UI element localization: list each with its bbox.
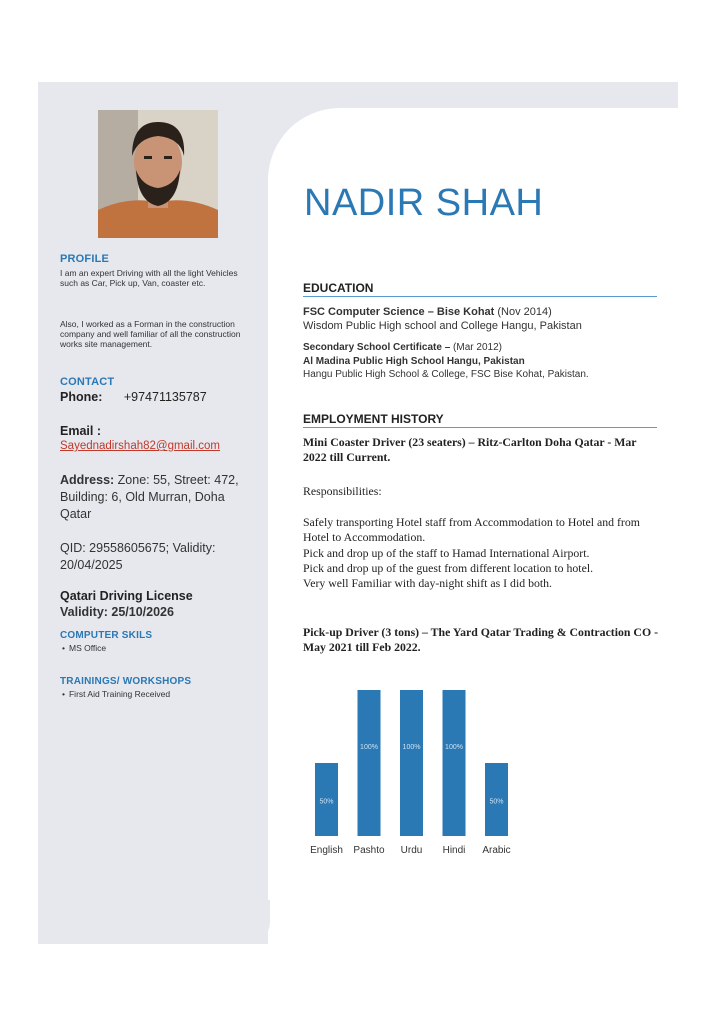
computer-skills-heading: COMPUTER SKILS	[60, 630, 153, 641]
responsibility-3: Pick and drop up of the guest from different location to hotel.	[303, 561, 594, 575]
bar-urdu	[400, 690, 423, 836]
edu-ssc	[303, 341, 663, 354]
edu-fsc	[303, 306, 663, 319]
language-chart	[300, 680, 530, 865]
edu-ssc-date: (Mar 2012)	[450, 342, 502, 353]
phone-row	[60, 389, 260, 406]
bar-value-label: 100%	[402, 744, 421, 751]
job2-title: Pick-up Driver (3 tons) – The Yard Qatar Trading & Contraction CO - May 2021 till Feb 2022.	[303, 625, 658, 654]
license-title: Qatari Driving License	[60, 589, 193, 603]
responsibilities-label: Responsibilities:	[303, 484, 382, 498]
category-label-english: English	[310, 845, 343, 856]
employment-divider	[303, 427, 657, 428]
category-label-hindi: Hindi	[442, 845, 466, 856]
license-validity: Validity: 25/10/2026	[60, 605, 174, 619]
address-value: Zone: 55, Street: 472, Building: 6, Old Murran, Doha Qatar	[60, 473, 239, 521]
trainings-heading: TRAININGS/ WORKSHOPS	[60, 676, 192, 687]
bar-value-label: 50%	[319, 798, 334, 806]
edu-ssc-school: Al Madina Public High School Hangu, Pakistan	[303, 356, 525, 367]
email-label: Email :	[60, 424, 101, 438]
edu-fsc-title: FSC Computer Science – Bise Kohat	[303, 306, 495, 318]
edu-fsc-date: (Nov 2014)	[494, 306, 552, 318]
category-label-pashto: Pashto	[353, 845, 385, 856]
edu-fsc-school: Wisdom Public High school and College Hangu, Pakistan	[303, 320, 582, 332]
computer-skills-list	[60, 643, 270, 653]
phone-label: Phone:	[60, 390, 103, 404]
education-heading: EDUCATION	[303, 281, 374, 295]
category-label-urdu: Urdu	[400, 845, 423, 856]
responsibility-1: Safely transporting Hotel staff from Accommodation to Hotel and from Hotel to Accommodation.	[303, 515, 640, 544]
sidebar-bottom-edge	[38, 900, 270, 944]
profile-photo	[98, 110, 218, 238]
trainings-list	[60, 689, 270, 699]
bar-hindi	[443, 690, 466, 836]
bar-pashto	[358, 690, 381, 836]
address-block	[60, 472, 245, 523]
edu-ssc-title: Secondary School Certificate –	[303, 342, 451, 353]
education-divider	[303, 296, 657, 297]
category-label-arabic: Arabic	[482, 845, 511, 856]
responsibility-2: Pick and drop up of the staff to Hamad International Airport.	[303, 546, 590, 560]
edu-ssc-extra: Hangu Public High School & College, FSC Bise Kohat, Pakistan.	[303, 369, 589, 380]
employment-heading: EMPLOYMENT HISTORY	[303, 412, 444, 426]
contact-heading: CONTACT	[60, 376, 115, 388]
email-link[interactable]: Sayednadirshah82@gmail.com	[60, 440, 220, 452]
qid-text: QID: 29558605675; Validity: 20/04/2025	[60, 541, 216, 572]
profile-text-1: I am an expert Driving with all the light Vehicles such as Car, Pick up, Van, coaster etc.	[60, 268, 238, 288]
bar-value-label: 100%	[360, 744, 378, 751]
bar-value-label: 50%	[489, 798, 504, 806]
address-label: Address:	[60, 473, 115, 487]
candidate-name: NADIR SHAH	[304, 182, 544, 224]
profile-heading: PROFILE	[60, 253, 110, 265]
profile-text-2: Also, I worked as a Forman in the construction company and well familiar of all the construction works site management.	[60, 319, 241, 349]
phone-value[interactable]: +97471135787	[123, 390, 207, 404]
computer-skill-item: • MS Office	[70, 643, 270, 653]
job1-title: Mini Coaster Driver (23 seaters) – Ritz-Carlton Doha Qatar - Mar 2022 till Current.	[303, 435, 637, 464]
bar-value-label: 100%	[445, 744, 463, 751]
training-item: • First Aid Training Received	[70, 689, 270, 699]
responsibility-4: Very well Familiar with day-night shift as I did both.	[303, 576, 553, 590]
